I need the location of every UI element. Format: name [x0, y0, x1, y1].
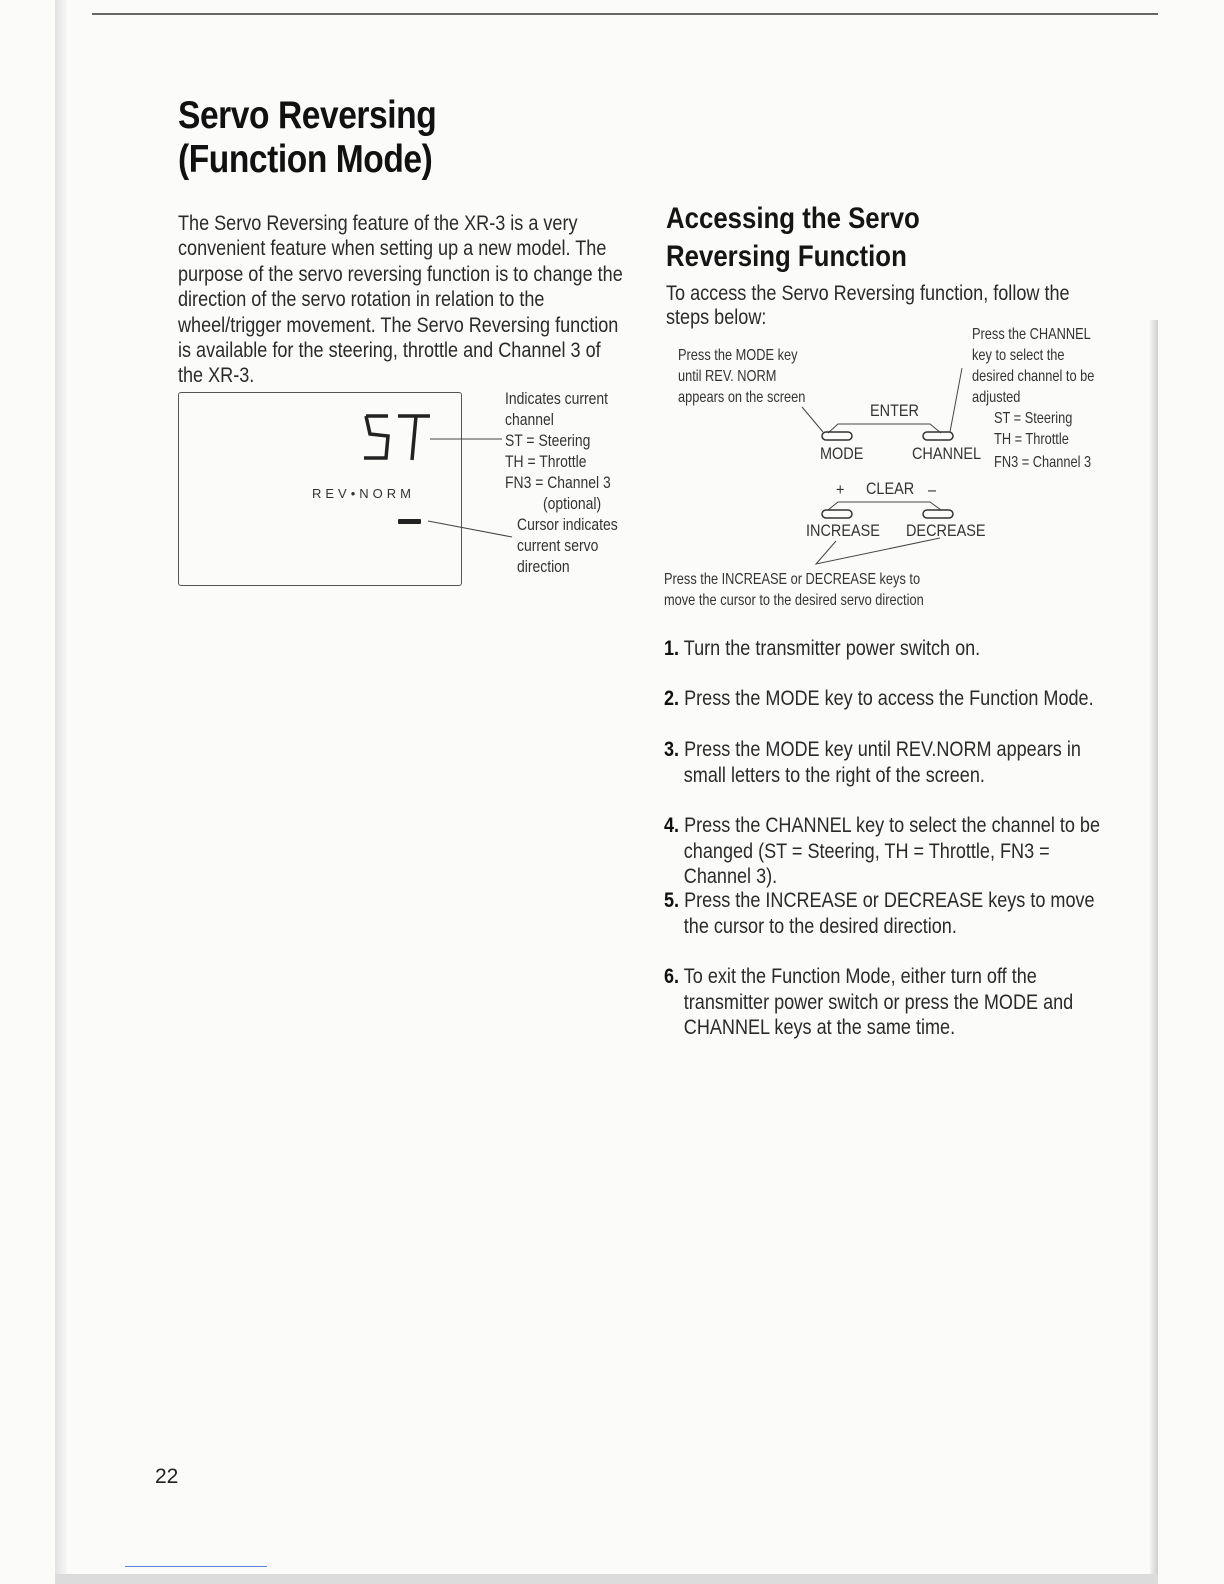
step-1-number: 1. — [664, 637, 680, 660]
intro-paragraph: The Servo Reversing feature of the XR-3 is a very convenient feature when setting up a new model. The purpose of the servo reversing function is to change the direction of the servo rotation in relation to the wheel/trigger movement. The Servo Reversing function is available for the steering, throttle and Channel 3 of the XR-3. — [178, 212, 623, 388]
step-3-text: Press the MODE key until REV.NORM appears in small letters to the right of the screen. — [683, 738, 1081, 787]
clear-label: CLEAR — [866, 479, 915, 498]
channel-code-fn3: FN3 = Channel 3 — [994, 454, 1092, 471]
access-heading-line2: Reversing Function — [666, 240, 907, 273]
lcd-callout-line3: ST = Steering — [505, 431, 591, 450]
step-4-number: 4. — [664, 814, 680, 837]
page-bottom-edge — [55, 1574, 1158, 1584]
channel-note-line2: key to select the — [972, 347, 1065, 364]
mode-key-label: MODE — [820, 444, 864, 463]
access-intro: To access the Servo Reversing function, follow the steps below: — [666, 282, 1070, 329]
step-4-text: Press the CHANNEL key to select the channel to be changed (ST = Steering, TH = Throttle, FN3 = Channel 3). — [683, 814, 1101, 888]
step-6 — [664, 964, 1118, 1041]
step-6-text: To exit the Function Mode, either turn off the transmitter power switch or press the MODE and CHANNEL keys at the same time. — [683, 965, 1074, 1039]
lcd-callout-line2: channel — [505, 410, 554, 429]
step-6-number: 6. — [664, 965, 680, 988]
lcd-callout-line6: (optional) — [543, 494, 602, 513]
step-2-text: Press the MODE key to access the Function Mode. — [684, 687, 1094, 710]
access-heading — [666, 200, 920, 276]
step-2 — [664, 686, 1118, 712]
decrease-key-label: DECREASE — [906, 521, 986, 540]
channel-key-label: CHANNEL — [912, 444, 982, 463]
channel-note-line3: desired channel to be — [972, 368, 1095, 385]
step-4 — [664, 813, 1118, 890]
mode-note-line1: Press the MODE key — [678, 347, 798, 364]
step-5-text: Press the INCREASE or DECREASE keys to move the cursor to the desired direction. — [683, 889, 1095, 938]
lcd-callout-line5: FN3 = Channel 3 — [505, 473, 611, 492]
access-heading-line1: Accessing the Servo — [666, 202, 920, 235]
page-title-line1: Servo Reversing — [178, 94, 437, 137]
step-1 — [664, 636, 1118, 662]
increase-note-line1: Press the INCREASE or DECREASE keys to — [664, 571, 921, 588]
step-3-number: 3. — [664, 738, 680, 761]
step-3 — [664, 737, 1118, 788]
lcd-callout-cursor1: Cursor indicates — [517, 515, 618, 534]
lcd-callout-cursor3: direction — [517, 557, 570, 576]
page-left-shadow — [55, 0, 67, 1584]
bottom-underline — [125, 1566, 267, 1567]
step-2-number: 2. — [664, 687, 680, 710]
step-5-number: 5. — [664, 889, 680, 912]
mode-note-line3: appears on the screen — [678, 389, 806, 406]
channel-code-st: ST = Steering — [994, 410, 1073, 427]
increase-note-line2: move the cursor to the desired servo direction — [664, 592, 924, 609]
lcd-status-text: REV•NORM — [312, 486, 415, 501]
lcd-callout-cursor2: current servo — [517, 536, 599, 555]
page-title-line2: (Function Mode) — [178, 138, 433, 181]
top-rule — [92, 13, 1158, 15]
mode-note-line2: until REV. NORM — [678, 368, 777, 385]
increase-key-label: INCREASE — [806, 521, 880, 540]
minus-sign: – — [928, 480, 937, 499]
channel-note-line4: adjusted — [972, 389, 1021, 406]
lcd-callout-lines — [400, 420, 520, 550]
page-right-shadow — [1150, 320, 1158, 1584]
plus-sign: + — [836, 480, 845, 499]
step-1-text: Turn the transmitter power switch on. — [683, 637, 981, 660]
channel-code-th: TH = Throttle — [994, 431, 1069, 448]
lcd-callout-line4: TH = Throttle — [505, 452, 587, 471]
enter-label: ENTER — [870, 401, 919, 420]
page-title — [178, 94, 436, 182]
channel-note-line1: Press the CHANNEL — [972, 326, 1091, 343]
step-5 — [664, 888, 1118, 939]
page-number: 22 — [155, 1465, 179, 1488]
lcd-callout-line1: Indicates current — [505, 389, 609, 408]
